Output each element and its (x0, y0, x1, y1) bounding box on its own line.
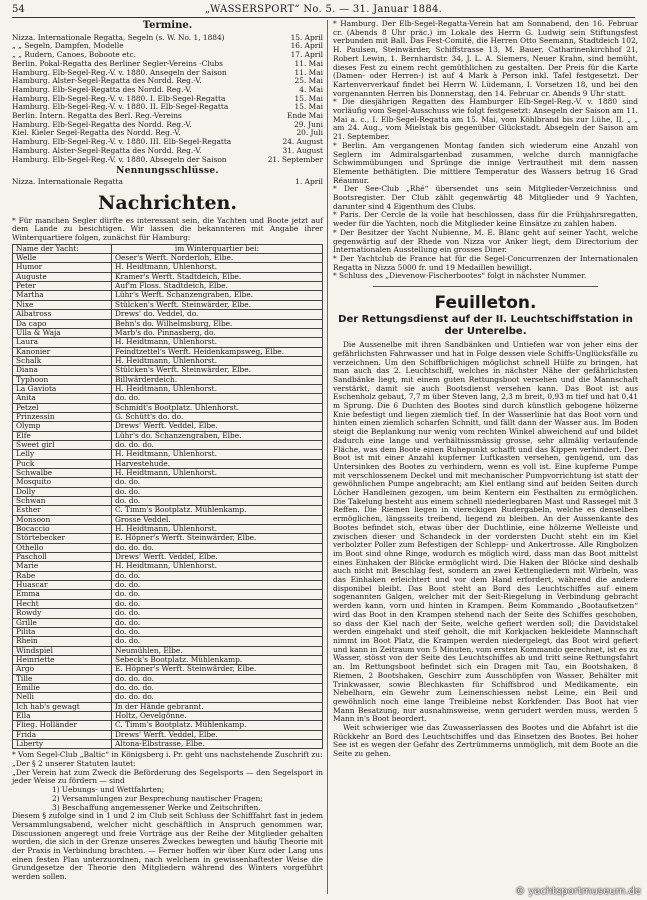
yacht-quarter: Auf'm Floss. Stadtdeich, Elbe. (112, 282, 323, 291)
yacht-quarter: do. do. do. (112, 440, 323, 449)
termine-date: 24. August (282, 138, 323, 147)
yacht-name: Rowdy (13, 609, 112, 618)
termine-date: 15. Mai (294, 94, 323, 103)
table-row (13, 319, 323, 328)
termine-date: 11. Mai (294, 59, 323, 68)
yacht-quarter: G. Schütt's do. do. (112, 412, 323, 421)
baltic-line: 3) Beschaffung angemessener Werke und Zeitschriften. (52, 802, 261, 812)
termine-date: 29. Juni (294, 120, 323, 129)
table-row (13, 375, 323, 384)
yacht-name: Humor (13, 263, 112, 272)
yacht-name: Mosquito (13, 478, 112, 487)
yacht-name: Olymp (13, 422, 112, 431)
yacht-name: Da capo (13, 319, 112, 328)
yacht-name: Lelly (13, 450, 112, 459)
watermark: © yachtsportmuseum.de (515, 886, 641, 897)
yacht-name: Kanonier (13, 347, 112, 356)
yacht-name: Rhein (13, 637, 112, 646)
table-row (13, 338, 323, 347)
termine-row (12, 95, 323, 104)
termine-event: Kiel. Kieler Segel-Regatta des Nordd. Reg.-V. (12, 129, 181, 138)
termine-date: 25. Mai (294, 77, 323, 86)
yacht-quarter: do. do. do. (112, 543, 323, 552)
yacht-name: Marie (13, 562, 112, 571)
table-row (13, 581, 323, 590)
termine-event: Berlin. Pokal-Regatta des Berliner Segler-Vereins -Clubs (12, 59, 223, 68)
news-item: * Schluss des „Dievenow-Fischerbootes“ folgt in nächster Nummer. (333, 271, 587, 281)
yacht-quarter: do. do. do. (112, 683, 323, 692)
yacht-quarter: do. do. do. (112, 693, 323, 702)
table-header-row (13, 244, 323, 253)
termine-row (12, 60, 323, 69)
table-row (13, 422, 323, 431)
yacht-quarter: Harvestehude. (112, 459, 323, 468)
table-row (13, 534, 323, 543)
yacht-quarter: H. Heidtmann, Uhlenhorst. (112, 384, 323, 393)
table-row (13, 412, 323, 421)
yacht-name: Schalk (13, 356, 112, 365)
termine-row (12, 147, 323, 156)
table-row (13, 459, 323, 468)
termine-event: Hamburg. Elb-Segel-Regatta des Nordd. Reg.-V. (12, 85, 192, 94)
yacht-name: Monsoon (13, 515, 112, 524)
termine-date: 11. Mai (294, 68, 323, 77)
yacht-name: Liberty (13, 739, 112, 748)
termine-row (12, 112, 323, 121)
yacht-quarter: do. do. (112, 637, 323, 646)
yacht-quarter: Oeser's Werft. Norderloh, Elbe. (112, 254, 323, 263)
table-row (13, 553, 323, 562)
termine-row (12, 103, 323, 112)
termine-event: Berlin. Intern. Regatta des Berl. Reg.-Vereins (12, 112, 182, 121)
table-row (13, 599, 323, 608)
yacht-name: Elfe (13, 431, 112, 440)
termine-row (12, 34, 323, 43)
yacht-name: Windspiel (13, 646, 112, 655)
news-item: * Der Yachtclub de France hat für die Segel-Concurrenzen der Internationalen Regatta in Nizza 5000 fr. und 19 Medaillen bewilligt. (333, 253, 638, 272)
yacht-name: Emma (13, 590, 112, 599)
table-row (13, 655, 323, 664)
termine-date: 15. Mai (294, 103, 323, 112)
yacht-name: Emilie (13, 683, 112, 692)
yacht-quarter: Grosse Veddel. (112, 515, 323, 524)
table-row (13, 609, 323, 618)
yacht-name: Welle (13, 254, 112, 263)
termine-row (12, 77, 323, 86)
table-row (13, 590, 323, 599)
yacht-quarter: E. Höpner's Werft. Steinwärder, Elbe. (112, 665, 323, 674)
table-row (13, 683, 323, 692)
feuilleton-paragraph: Weit schwieriger wie das Zuwasserlassen des Bootes und die Abfahrt ist die Rückkehr an Bord des Leuchtschiffes und das Einsetzen des Bootes. Bei hoher See ist es wegen der Gefahr des Zertrümmerns unmöglich, mit dem Boote an die Seite zu gehen. (333, 723, 638, 759)
right-news-list (333, 20, 638, 281)
table-row (13, 693, 323, 702)
news-item: * Die diesjährigen Regatten des Hamburger Elb-Segel-Reg.-V. v. 1880 sind vorläufig vom Segel-Ausschuss wie folgt festgesetzt: Ansegeln der Saison am 11. Mai a. c., I. Elb-Segel-Regatta am 15. Mai, vom Köhlbrand bis zur Lühe, II. „ „ am 24. Aug., vom Mielstak bis gegenüber Glückstadt. Absegeln der Saison am 21. September. (333, 97, 638, 142)
termine-event: Hamburg. Alster-Segel-Regatta des Nordd. Reg.-V. (12, 146, 202, 155)
yacht-quarter: Lühr's do. Schanzengraben, Elbe. (112, 431, 323, 440)
table-row (13, 618, 323, 627)
feuilleton-body (333, 341, 638, 759)
yacht-name: Hecht (13, 599, 112, 608)
yacht-name: Nixe (13, 300, 112, 309)
termine-date: 4. Mai (299, 85, 323, 94)
yacht-name: Ich hab's gewagt (13, 702, 112, 711)
table-row (13, 310, 323, 319)
table-row (13, 646, 323, 655)
yacht-name: Anita (13, 394, 112, 403)
yacht-name: La Gaviota (13, 384, 112, 393)
table-row (13, 739, 323, 748)
table-row (13, 478, 323, 487)
nachrichten-intro: * Für manchen Segler dürfte es interessant sein, die Yachten und Boote jetzt auf dem Lande zu besichtigen. Wir lassen die bekannteren mit Angabe ihrer Winterquartiere folgen, zunächst für Hamburg: (12, 215, 323, 243)
yacht-name: Diana (13, 366, 112, 375)
feuilleton-paragraph: Die Aussenelbe mit ihren Sandbänken und Untiefen war von jeher eins der gefährlichsten Fahrwasser und hat in Folge dessen viele Schiffs-Unglücksfälle zu verzeichnen. Um den Schiffbrüchigen möglichst schnell Hülfe zu bringen, hat man auch das 2. Leuchtschiff, welches in nächster Nähe der gefährlichsten Sandbänke liegt, mit einem guten Rettungsboot versehen und die Mannschaft verstärkt, damit sie auch Bootsdienst versehen kann. Das Boot ist aus Eschenholz gebaut, 7,7 m über Steven lang, 2,3 m breit, 0,93 m tief und hat 0,41 m Sprung. Die 6 Duchten des Bootes sind durch künstlich gebogene hölzerne Knie befestigt und liegen ziemlich tief. In der Wasserlinie hat das Boot vorn und hinten einen ziemlich scharfen Schnitt, und fällt dann der Wasser aus. Im Boden steigt die Beplankung nur wenig vom rechten Winkel abweichend auf und bildet dadurch eine lange und verhältnissmässig grosse, sehr allmälig verlaufende Fläche, was dem Boote einen Ruhepunkt schafft und das Kippen verhindert. Der Boot ist mit einer Anzahl kupferner Luftkasten versehen, genügend, um das Untersinken des Bootes zu verhindern, wenn es voll ist. Eine kupferne Pumpe mit verschlossenem Deckel und mit mechanischer Pumpvorrichtung ist statt der gewöhnlichen Pumpe angebracht; am Kiel entlang sind auf beiden Seiten durch Löcher Handleinen gezogen, um beim Kentern ein Festhalten zu ermöglichen. Die Takelung besteht aus einem schnell niederlegbaren Mast und Rassegel mit 3 Reffen. Die Riemen liegen in viereckigen Rudergabeln, welche es denselben ermöglichen, längsseits treibend, liegend zu bleiben. An der Aussenkante des Bootes befindet sich, etwas über der Duchtlinie, eine hölzerne Welleiste und zwischen dieser und Schandeck in der vordersten Ducht steht ein im Kiel verbolzter Poller zum Befestigen der Schlepp- und Ankertrosse. Alle Ringbolzen im Boot sind ohne Ringe, wodurch es möglich wird, dass man das Boot mittelst eines Einhaken der Blöcke ermöglicht wird. Die Haken der Blöcke sind deshalb auch nicht mit Beschlag fest, sondern an zwei Kettengliedern mit Wirbeln, was das Einhaken erleichtert und vor dem Hand erfordert, während die andere disponibel bleibt. Das Boot steht an Bord des Leuchtschiffes auf einem sogenannten Galgen, welcher mit der Seit-Riegelung in Verbindung gebracht werden kann, vorn und hinten in Krampen. Beim Kommando „Bootaufsetzen“ wird das Boot in den Krampen stehend nach der Seite des Schiffes geschoben, so dass der Kiel nach der Seite, welche gefiert werden soll; die Davidstakel werden eingehakt und steif geholt, die mit Korkjacken bekleidete Mannschaft nimmt im Boot Platz, die Krampen werden niedergelegt, das Boot wird gefiert und kann in Zeitraum von 5 Minuten, vom ersten Kommando gerechnet, ist es zu Wasser, stösst von der Seite des Leuchtschiffes ab und tritt seine Rettungsfahrt an. Im Rettungsboot befindet sich ein Dragen mit Tau, ein Bootshaken, 8 Riemen, 2 Bootshaken, Geschirr zum Ausschöpfen von Wasser, Behälter mit Trinkwasser, sowie Blechkasten für Schiffsbrod und Medikamente, ein Nebelhorn, ein Gewehr zum Leinenschiessen nebst Leine, ein Beil und gewöhnlich noch eine lange Treibleine nebst Korkfender. Das Boot hat vier Mann Besatzung, nur ausnahmsweise, wenn gerudert werden muss, werden 5 Mann in's Boot beordert. (333, 340, 638, 724)
yacht-name: Pascholl (13, 553, 112, 562)
right-column (333, 20, 638, 759)
table-row (13, 272, 323, 281)
yacht-quarter: H. Heidtmann, Uhlenhorst. (112, 562, 323, 571)
yacht-name: Puck (13, 459, 112, 468)
termine-date: 16. April (290, 42, 323, 51)
table-row (13, 730, 323, 739)
yacht-name: Ella (13, 711, 112, 720)
termine-event: „ „ Segeln, Dampfen, Modelle (12, 42, 124, 51)
termine-date: 17. April (290, 51, 323, 60)
news-item: * Der See-Club „Rhé“ übersendet uns sein Mitglieder-Verzeichniss und Bootsregister. Der Club zählt gegenwärtig 48 Mitglieder und 9 Yachten, darunter sind 4 Eigenthum des Clubs. (333, 184, 638, 211)
table-row (13, 497, 323, 506)
yacht-quarter: do. do. (112, 394, 323, 403)
yacht-quarter: Schmidt's Bootplatz. Uhlenhorst. (112, 403, 323, 412)
page-number: 54 (12, 4, 25, 15)
termine-row (12, 69, 323, 78)
yacht-name: Störtebecker (13, 534, 112, 543)
winter-quarters-table (12, 244, 323, 750)
termine-row (12, 156, 323, 165)
table-row (13, 515, 323, 524)
table-row (13, 366, 323, 375)
yacht-quarter: Sebeck's Bootplatz. Mühlenkamp. (112, 655, 323, 664)
yacht-quarter: E. Höpner's Werft. Steinwärder, Elbe. (112, 534, 323, 543)
yacht-name: Flieg. Holländer (13, 721, 112, 730)
termine-heading: Termine. (142, 20, 193, 31)
table-row (13, 291, 323, 300)
table-row (13, 711, 323, 720)
baltic-line: Diesem § zufolge sind in 1 und 2 im Club seit Schluss der Schifffahrt fast in jedem Versammlungsabend, welcher nicht geschäftlich in Anspruch genommen war, Discussionen angeregt und freie Vorträge aus der Reihe der Mitglieder gehalten worden, die sich in der Grenze unseres Zweckes bewegten und häufig Theorie mit der Praxis in Verbindung brachten. — Ferner hoffen wir über Kurz oder Lang uns einen festen Plan unterzuordnen, nach welchem in gewissenhaftester Weise die Grundgesetze der Theorie den Mitgliedern während des Winters vorgeführt werden sollen. (12, 811, 323, 882)
termine-list (12, 34, 323, 165)
yacht-quarter: In der Hände gebrannt. (112, 702, 323, 711)
yacht-name: Prinzessin (13, 412, 112, 421)
yacht-name: Dolly (13, 487, 112, 496)
publication-title: „WASSERSPORT“ No. 5. — 31. Januar 1884. (204, 4, 443, 15)
yacht-quarter: Drews' Werft. Veddel, Elbe. (112, 730, 323, 739)
header-rule (12, 17, 635, 18)
nennung-heading: Nennungsschlüsse. (116, 166, 219, 177)
termine-event: Hamburg. Elb-Segel-Reg.-V. v. 1880. III. Elb-Segel-Regatta (12, 138, 232, 147)
baltic-line: * Vom Segel-Club „Baltic“ in Königsberg i. Pr. geht uns nachstehende Zuschrift zu: (12, 750, 323, 760)
yacht-name: Martha (13, 291, 112, 300)
news-item: * Berlin. Am vergangenen Montag fanden sich wiederum eine Anzahl von Seglern im Admiralsgartenbad zusammen, welche durch mannigfache Schwimmübungen und Sprünge die innige Vertrautheit mit dem nassen Elemente bethätigten. Die mittlere Temperatur des Wassers betrug 16 Grad Réaumur. (333, 140, 638, 185)
yacht-quarter: Drews' Werft. Veddel, Elbe. (112, 422, 323, 431)
table-row (13, 674, 323, 683)
nennung-event: Nizza. Internationale Regatta (12, 177, 123, 186)
page-header (12, 4, 635, 18)
nennung-list (12, 178, 323, 187)
yacht-name: Schwalbe (13, 469, 112, 478)
yacht-quarter: do. do. (112, 487, 323, 496)
yacht-quarter: do. do. (112, 497, 323, 506)
yacht-quarter: do. do. (112, 478, 323, 487)
yacht-quarter: Altona-Elbstrasse, Elbe. (112, 739, 323, 748)
yacht-quarter: Lühr's Werft. Schanzengraben, Elbe. (112, 291, 323, 300)
table-row (13, 571, 323, 580)
table-row (13, 702, 323, 711)
yacht-name: Tille (13, 674, 112, 683)
table-row (13, 254, 323, 263)
column-divider (327, 20, 328, 894)
table-row (13, 282, 323, 291)
feuilleton-heading: Feuilleton. (434, 293, 537, 314)
table-row (13, 721, 323, 730)
news-item: * Hamburg. Der Elb-Segel-Regatta-Verein hat am Sonnabend, den 16. Februar cr. (Abends 8 Uhr präc.) im Lokale des Herrn G. Ludwig sein Stiftungsfest verbunden mit Ball. Das Fest-Comité, die Herren Otto Seemann, Stadtdeich 102, H. Paulsen, Steinwärder, Schiffstrasse 13, M. Bauer, Catharinenkirchhof 21, Robert Lewin, 1. Bernhardstr. 34, J. L. A. Siemers, Neuer Krahn, sind bemüht, dieses Fest zu einem recht gemüthlichen zu gestalten. Der Preis für die Karte (Damen- oder Herren-) ist auf 4 Mark à Person inkl. Tafel festgesetzt. Der Kartenververkauf findet bei Herrn W. Lüdemann, I. Vorsetzen 18, und bei den vorgenannten Herren bis Donnerstag, den 14. Februar cr. Abends 9 Uhr statt. (333, 19, 638, 98)
table-row (13, 263, 323, 272)
yacht-quarter: H. Heidtmann, Uhlenhorst. (112, 525, 323, 534)
yacht-name: Petzel (13, 403, 112, 412)
yacht-name: Esther (13, 506, 112, 515)
table-row (13, 637, 323, 646)
section-separator (373, 286, 598, 287)
baltic-line: 2) Versammlungen zur Besprechung nautischer Fragen; (52, 793, 263, 803)
termine-date: 15. April (290, 33, 323, 42)
yacht-quarter: do. do. (112, 571, 323, 580)
yacht-quarter: H. Heidtmann, Uhlenhorst. (112, 263, 323, 272)
yacht-name: Nelli (13, 693, 112, 702)
termine-event: Hamburg. Alster-Segel-Regatta des Nordd. Reg.-V. (12, 77, 202, 86)
winter-quarters-body (13, 254, 323, 749)
table-row (13, 394, 323, 403)
table-row (13, 562, 323, 571)
table-row (13, 506, 323, 515)
table-row (13, 665, 323, 674)
table-row (13, 440, 323, 449)
yacht-name: Argo (13, 665, 112, 674)
yacht-name: Heinriette (13, 655, 112, 664)
yacht-quarter: Kramer's Werft. Stadtdeich, Elbe. (112, 272, 323, 281)
termine-event: Hamburg. Elb-Segel-Reg.-V. v. 1880. I. Elb-Segel-Regatta (12, 94, 226, 103)
yacht-name: Typhoon (13, 375, 112, 384)
yacht-quarter: do. do. (112, 590, 323, 599)
table-row (13, 487, 323, 496)
yacht-name: Bocaccio (13, 525, 112, 534)
left-column (12, 20, 323, 882)
nachrichten-heading: Nachrichten. (98, 191, 237, 214)
yacht-quarter: Billwärderdeich. (112, 375, 323, 384)
termine-date: 20. Juli (296, 129, 323, 138)
table-row (13, 431, 323, 440)
termine-row (12, 121, 323, 130)
yacht-quarter: Neumühlen, Elbe. (112, 646, 323, 655)
table-row (13, 525, 323, 534)
yacht-name: Rabe (13, 571, 112, 580)
yacht-quarter: H. Heidtmann, Uhlenhorst. (112, 469, 323, 478)
yacht-name: Ulla & Waja (13, 328, 112, 337)
table-row (13, 347, 323, 356)
col-yacht-name: Name der Yacht: (13, 244, 112, 253)
termine-row (12, 42, 323, 51)
yacht-quarter: do. do. (112, 581, 323, 590)
yacht-name: Albatross (13, 310, 112, 319)
yacht-quarter: do. do. (112, 618, 323, 627)
baltic-line: 1) Uebungs- und Wettfahrten; (52, 785, 165, 795)
nennung-date: 1. April (295, 177, 323, 186)
yacht-name: Laura (13, 338, 112, 347)
yacht-quarter: do. do. (112, 599, 323, 608)
yacht-name: Pilita (13, 627, 112, 636)
termine-row (12, 86, 323, 95)
news-item: * Paris. Der Cercle de la voile hat beschlossen, dass für die Frühjahrsregatten, weder für die Yachten, noch die Mitglieder keine Einsätze zu zahlen haben. (333, 210, 638, 229)
yacht-quarter: H. Heidtmann, Uhlenhorst. (112, 356, 323, 365)
table-row (13, 543, 323, 552)
yacht-name: Grille (13, 618, 112, 627)
termine-event: Hamburg. Elb-Segel-Regatta des Nordd. Reg.-V. (12, 120, 192, 129)
yacht-quarter: Drews' Werft. Veddel, Elbe. (112, 553, 323, 562)
yacht-quarter: C. Timm's Bootplatz. Mühlenkamp. (112, 506, 323, 515)
table-row (13, 403, 323, 412)
termine-event: „ „ Rudern, Canoes, Boboote etc. (12, 51, 136, 60)
yacht-name: Auguste (13, 272, 112, 281)
baltic-line: „Der Verein hat zum Zweck die Beförderung des Segelsports — den Segelsport in jeder Weise zu fördern — sind (12, 767, 323, 786)
yacht-quarter: Stülcken's Werft. Steinwärder, Elbe. (112, 366, 323, 375)
termine-date: Ende Mai (287, 112, 323, 121)
yacht-quarter: Drews' do. Veddel, do. (112, 310, 323, 319)
yacht-quarter: Behn's do. Wilhelmsburg, Elbe. (112, 319, 323, 328)
yacht-quarter: Stülcken's Werft. Steinwärder, Elbe. (112, 300, 323, 309)
baltic-notice (12, 751, 323, 882)
termine-date: 31. August (282, 146, 323, 155)
news-item: * Der Besitzer der Yacht Nubienne, M. E. Blanc geht auf seiner Yacht, welche gegenwärtig auf der Rhede von Nizza vor Anker liegt, dem Directorium der Internationalen Ausstellung ein grosses Diner. (333, 227, 638, 255)
yacht-quarter: H. Heidtmann, Uhlenhorst. (112, 450, 323, 459)
termine-date: 21. September (267, 155, 323, 164)
yacht-quarter: do. do. (112, 627, 323, 636)
termine-row (12, 129, 323, 138)
yacht-quarter: Feindtzettel's Werft. Heidenkampsweg, Elbe. (112, 347, 323, 356)
baltic-line: „Der § 2 unserer Statuten lautet: (12, 759, 136, 769)
table-row (13, 328, 323, 337)
yacht-quarter: do. do. (112, 609, 323, 618)
termine-row (12, 138, 323, 147)
yacht-quarter: H. Heidtmann, Uhlenhorst. (112, 338, 323, 347)
table-row (13, 627, 323, 636)
yacht-quarter: C. Timm's Bootplatz. Mühlenkamp. (112, 721, 323, 730)
table-row (13, 469, 323, 478)
yacht-quarter: do. do. do. (112, 674, 323, 683)
table-row (13, 450, 323, 459)
feuilleton-subheading: Der Rettungsdienst auf der II. Leuchtschiffstation in der Unterelbe. (338, 314, 633, 338)
yacht-name: Schwan (13, 497, 112, 506)
yacht-name: Othello (13, 543, 112, 552)
table-row (13, 384, 323, 393)
col-winter-quarter: im Winterquartier bei: (112, 244, 323, 253)
yacht-name: Peter (13, 282, 112, 291)
yacht-name: Huascar (13, 581, 112, 590)
yacht-name: Frida (13, 730, 112, 739)
termine-event: Hamburg. Elb-Segel-Reg.-V. v. 1880. II. Elb-Segel-Regatta (12, 103, 229, 112)
yacht-name: Sweet girl (13, 440, 112, 449)
yacht-quarter: Holtz, Oevelgönne. (112, 711, 323, 720)
termine-event: Hamburg. Elb-Segel-Reg.-V. v. 1880. Ansegeln der Saison (12, 68, 227, 77)
table-row (13, 300, 323, 309)
nennung-row (12, 178, 323, 187)
termine-row (12, 51, 323, 60)
yacht-quarter: Marb's do. Pinnasberg, do. (112, 328, 323, 337)
table-row (13, 356, 323, 365)
termine-event: Nizza. Internationale Regatta, Segeln (s. W. No. 1, 1884) (12, 33, 225, 42)
termine-event: Hamburg. Elb-Segel-Reg.-V. v. 1880. Absegeln der Saison (12, 155, 227, 164)
